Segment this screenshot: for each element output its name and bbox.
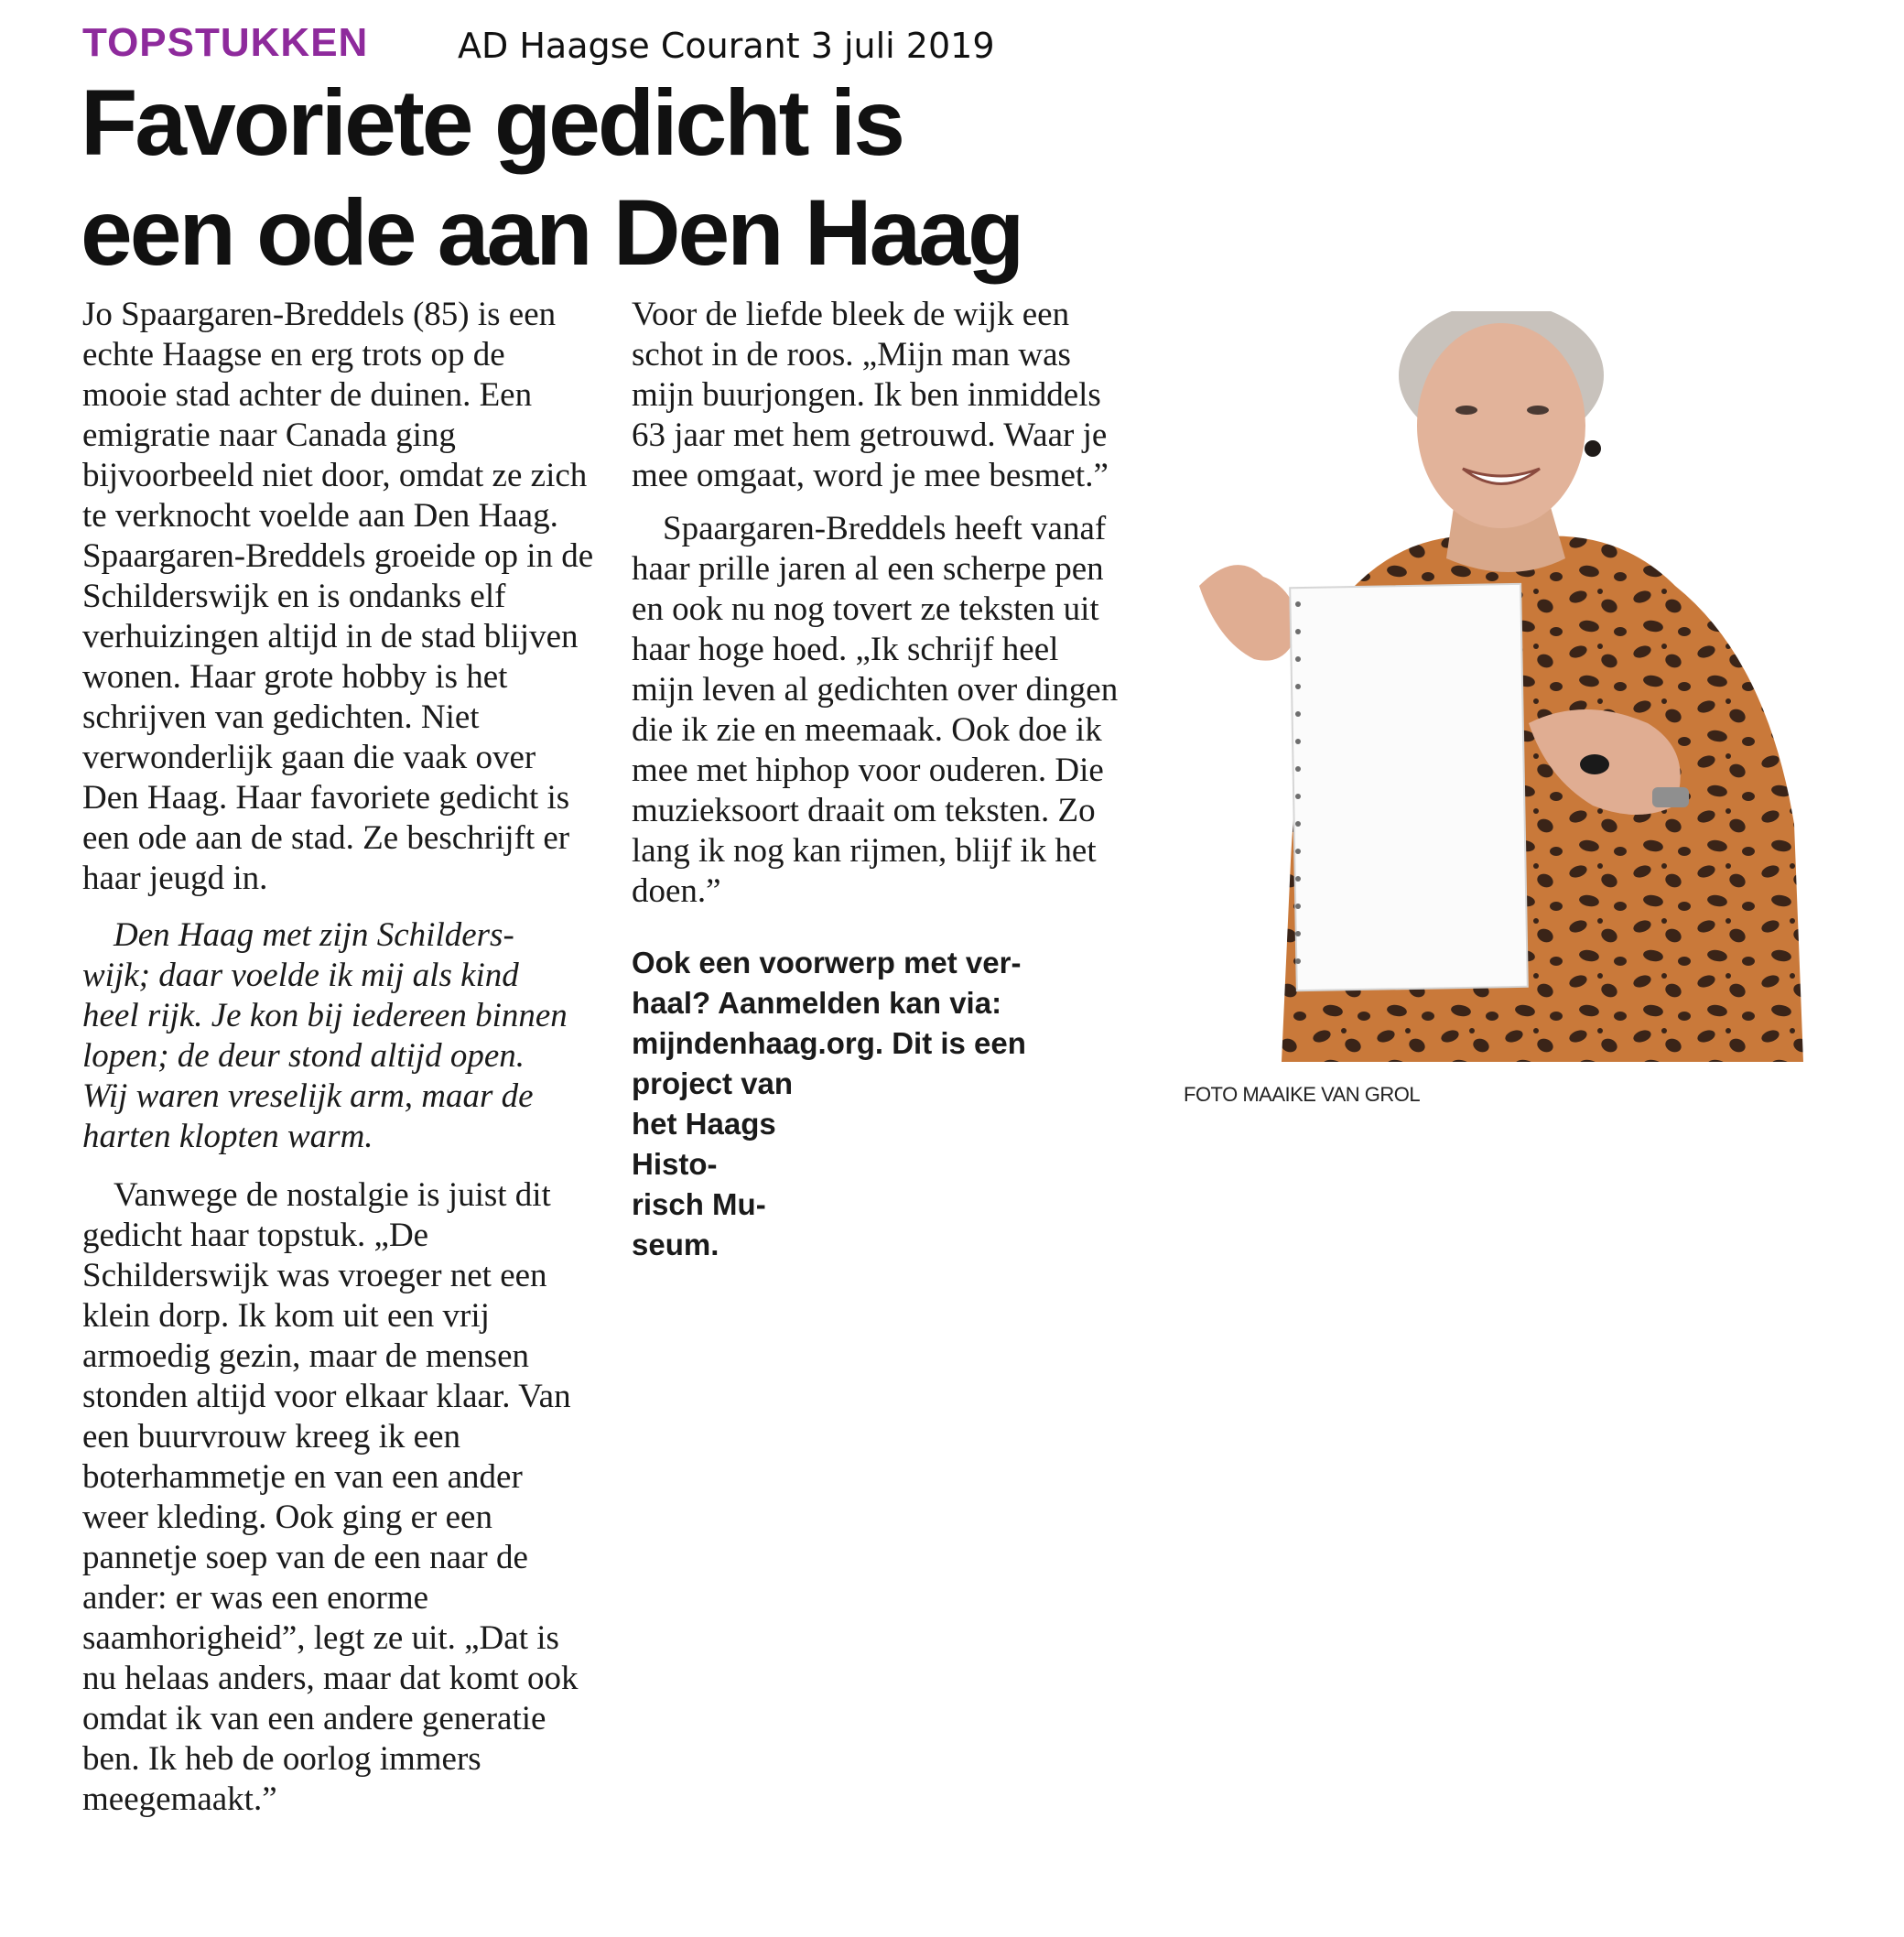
portrait-photo xyxy=(1181,311,1822,1071)
publication-source: AD Haagse Courant 3 juli 2019 xyxy=(458,26,995,66)
poem-quote xyxy=(82,915,595,1157)
poem-line: harten klopten warm. xyxy=(82,1118,373,1155)
cta-line: haal? Aanmelden kan via: xyxy=(632,986,1002,1020)
cta-line: seum. xyxy=(632,1228,719,1261)
cta-line: risch Mu- xyxy=(632,1187,766,1221)
headline xyxy=(81,68,1161,287)
body-paragraph: Vanwege de nostalgie is juist dit gedicht haar topstuk. „De Schilderswijk was vroeger net een klein dorp. Ik kom uit een vrij armoedig gezin, maar de mensen stonden altijd voor elkaar klaar. Van een buurvrouw kreeg ik een boterhammetje en van een ander weer kleding. Ook ging er een pannetje soep van de een naar de ander: er was een enorme saamhorigheid”, legt ze uit. „Dat is nu helaas anders, maar dat komt ook omdat ik van een andere generatie ben. Ik heb de oorlog immers meegemaakt.” xyxy=(82,1176,579,1818)
body-paragraph: Spaargaren-Breddels heeft vanaf haar prille jaren al een scherpe pen en ook nu nog tovert ze teksten uit haar hoge hoed. „Ik schrijf heel mijn leven al gedichten over dingen die ik zie en meemaak. Ook doe ik mee met hiphop voor ouderen. Die muzieksoort draait om teksten. Zo lang ik nog kan rijmen, blijf ik het doen.” xyxy=(632,510,1119,910)
poem-line: Wij waren vreselijk arm, maar de xyxy=(82,1077,534,1115)
poem-line: wijk; daar voelde ik mij als kind xyxy=(82,957,519,994)
article-column-1 xyxy=(82,295,595,1820)
photo-credit: FOTO MAAIKE VAN GROL xyxy=(1184,1083,1421,1106)
cta-line: project van xyxy=(632,1066,794,1100)
poem-line: Den Haag met zijn Schilders- xyxy=(114,916,514,954)
cta-line: het Haags xyxy=(632,1107,776,1141)
intro-paragraph: Jo Spaargaren-Breddels (85) is een echte Haagse en erg trots op de mooie stad achter de duinen. Een emigratie naar Canada ging bijvoorbeeld niet door, omdat ze zich te verknocht voelde aan Den Haag. Spaargaren-Breddels groeide op in de Schilderswijk en is ondanks elf verhuizingen altijd in de stad blijven wonen. Haar grote hobby is het schrijven van gedichten. Niet verwonderlijk gaan die vaak over Den Haag. Haar favoriete gedicht is een ode aan de stad. Ze beschrijft er haar jeugd in. xyxy=(82,296,594,897)
headline-line-2: een ode aan Den Haag xyxy=(81,180,1022,285)
article-column-2 xyxy=(632,295,1126,1265)
poem-line: heel rijk. Je kon bij iedereen binnen xyxy=(82,997,568,1034)
cta-line: Histo- xyxy=(632,1147,718,1181)
body-paragraph: Voor de liefde bleek de wijk een schot in de roos. „Mijn man was mijn buurjongen. Ik ben inmiddels 63 jaar met hem getrouwd. Waar je mee omgaat, word je mee besmet.” xyxy=(632,296,1109,494)
cta-line: mijndenhaag.org. Dit is een xyxy=(632,1026,1026,1060)
cta-line: Ook een voorwerp met ver- xyxy=(632,946,1022,979)
call-to-action xyxy=(632,943,1126,1265)
section-kicker: TOPSTUKKEN xyxy=(82,20,369,65)
poem-line: lopen; de deur stond altijd open. xyxy=(82,1037,525,1075)
headline-line-1: Favoriete gedicht is xyxy=(81,70,903,175)
